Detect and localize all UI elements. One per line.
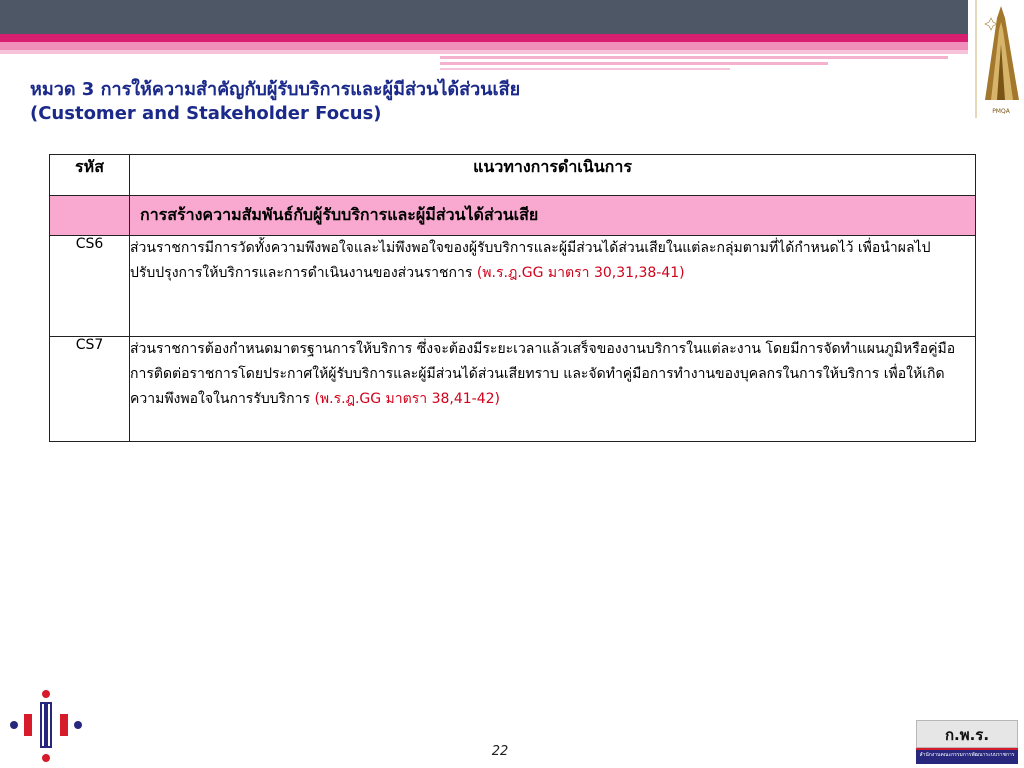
header-divider-line: [0, 50, 968, 54]
row-code: CS6: [50, 236, 130, 337]
header-band: [0, 0, 968, 34]
title-english: (Customer and Stakeholder Focus): [30, 103, 382, 124]
opdc-logo-text: ก.พ.ร.: [944, 726, 990, 744]
header-divider-line: [440, 62, 828, 65]
title-thai: หมวด 3 การให้ความสำคัญกับผู้รับบริการและผู้มีส่วนได้ส่วนเสีย: [30, 79, 521, 100]
header-accent-stripe-light: [0, 42, 968, 50]
svg-text:PMQA: PMQA: [992, 108, 1010, 115]
org-emblem-logo: [4, 688, 88, 764]
row-guideline: [130, 337, 976, 442]
opdc-logo-stripe: [916, 748, 1018, 750]
row-guideline: [130, 236, 976, 337]
row-guideline-text: ส่วนราชการต้องกำหนดมาตรฐานการให้บริการ ซึ่งจะต้องมีระยะเวลาแล้วเสร็จของงานบริการในแต่ละงาน โดยมีการจัดทำแผนภูมิหรือคู่มือการติดต่อราชการโดยประกาศให้ผู้รับบริการและผู้มีส่วนได้ส่วนเสียทราบ และจัดทำคู่มือการทำงานของบุคลกรในการให้บริการ เพื่อให้เกิดความพึงพอใจในการรับบริการ: [130, 341, 956, 407]
row-code: CS7: [50, 337, 130, 442]
column-header-guideline: แนวทางการดำเนินการ: [130, 155, 976, 196]
row-guideline-text: ส่วนราชการมีการวัดทั้งความพึงพอใจและไม่พึงพอใจของผู้รับบริการและผู้มีส่วนได้ส่วนเสียในแต่ละกลุ่มตามที่ได้กำหนดไว้ เพื่อนำผลไปปรับปรุงการให้บริการและการดำเนินงานของส่วนราชการ: [130, 240, 931, 281]
opdc-logo: [916, 720, 1018, 764]
column-header-code: รหัส: [50, 155, 130, 196]
row-legal-reference: (พ.ร.ฎ.GG มาตรา 38,41-42): [314, 391, 500, 407]
opdc-emblem-icon: [4, 688, 88, 764]
row-legal-reference: (พ.ร.ฎ.GG มาตรา 30,31,38-41): [476, 265, 685, 281]
table-header-row: [50, 155, 976, 196]
section-row: [50, 196, 976, 236]
page-title: [30, 78, 930, 126]
page-number: 22: [491, 744, 509, 759]
header-accent-stripe: [0, 34, 968, 42]
pmqa-logo: [975, 0, 1024, 118]
opdc-logo-subtitle: สำนักงานคณะกรรมการพัฒนาระบบราชการ: [919, 752, 1015, 758]
section-title: การสร้างความสัมพันธ์กับผู้รับบริการและผู้มีส่วนได้ส่วนเสีย: [140, 205, 539, 224]
section-title-cell: [130, 196, 976, 236]
table-row: [50, 337, 976, 442]
header-divider-line: [440, 68, 730, 70]
table-row: [50, 236, 976, 337]
header-divider-line: [440, 56, 948, 59]
guideline-table: [49, 154, 976, 442]
pmqa-emblem-icon: [977, 0, 1024, 118]
section-code-cell: [50, 196, 130, 236]
